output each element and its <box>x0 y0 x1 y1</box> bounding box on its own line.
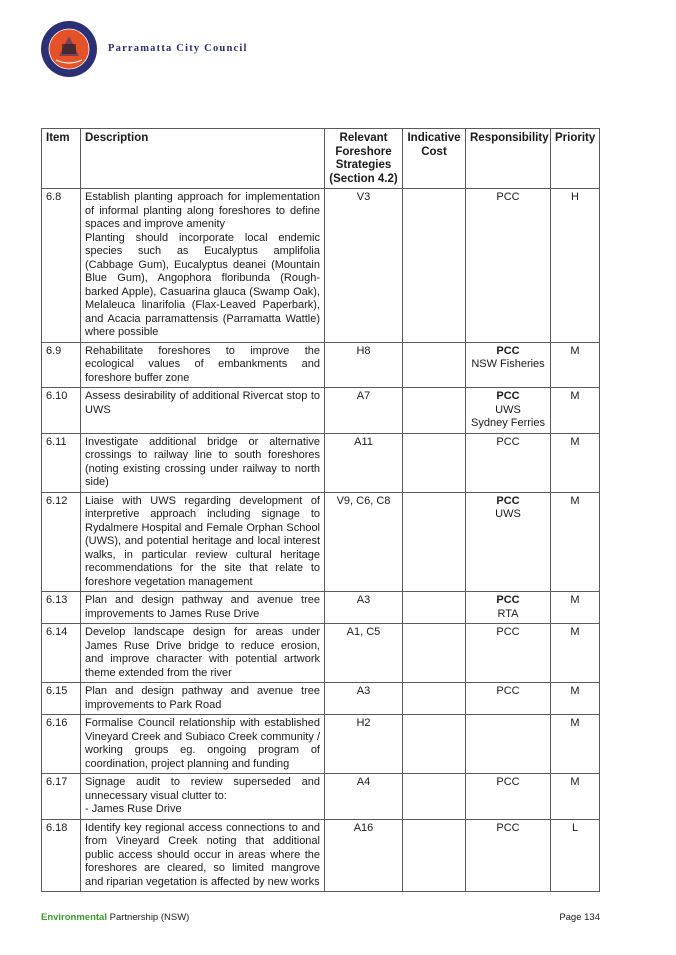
relevant-strategies: V3 <box>325 189 403 343</box>
description-line: Identify key regional access connections to and from Vineyard Creek noting that additional public access should occur in areas where the foreshores are cleared, so limited mangrove and riparian vegetation is affected by new works <box>85 821 320 888</box>
priority: M <box>551 683 600 715</box>
description-line: Liaise with UWS regarding development of interpretive approach including signage to Rydalmere Hospital and Female Orphan School (UWS), and potential heritage and local interest walks, in particular review cultural heritage recommendations for the site that relate to foreshore vegetation management <box>85 494 320 588</box>
description-line: Develop landscape design for areas under James Ruse Drive bridge to reduce erosion, and improve character with potential artwork theme extended from the river <box>85 626 320 679</box>
footer-credit <box>41 912 189 923</box>
responsible-party: PCC <box>496 821 520 834</box>
table-row <box>42 433 600 492</box>
council-seal-logo <box>40 20 98 78</box>
description-line: Rehabilitate foreshores to improve the ecological values of embankments and foreshore buffer zone <box>85 344 320 384</box>
responsibility <box>466 774 551 820</box>
header-indicative-cost: Indicative Cost <box>403 129 466 189</box>
responsible-party: RTA <box>497 607 519 620</box>
relevant-strategies: A11 <box>325 433 403 492</box>
table-row <box>42 683 600 715</box>
page-number: Page 134 <box>559 912 600 923</box>
footer-org: Partnership (NSW) <box>107 912 190 923</box>
item-number: 6.14 <box>42 624 81 683</box>
item-description <box>81 189 325 343</box>
description-line: - James Ruse Drive <box>85 803 182 815</box>
responsible-party: PCC <box>496 626 520 638</box>
relevant-strategies: A4 <box>325 774 403 820</box>
indicative-cost <box>403 342 466 388</box>
footer-brand: Environmental <box>41 912 107 923</box>
header-responsibility: Responsibility <box>466 129 551 189</box>
item-number: 6.16 <box>42 715 81 774</box>
indicative-cost <box>403 715 466 774</box>
priority: M <box>551 624 600 683</box>
description-line: Plan and design pathway and avenue tree improvements to Park Road <box>85 685 320 711</box>
item-number: 6.9 <box>42 342 81 388</box>
responsibility <box>466 433 551 492</box>
lead-agency: PCC <box>496 494 520 507</box>
description-line: Plan and design pathway and avenue tree improvements to James Ruse Drive <box>85 594 320 620</box>
relevant-strategies: H2 <box>325 715 403 774</box>
description-line: Establish planting approach for implementation of informal planting along foreshores to define spaces and improve amenity <box>85 191 320 230</box>
indicative-cost <box>403 819 466 892</box>
indicative-cost <box>403 433 466 492</box>
responsible-party: UWS <box>495 508 521 520</box>
responsibility <box>466 592 551 624</box>
responsibility <box>466 624 551 683</box>
organization-name: Parramatta City Council <box>108 43 248 54</box>
lead-agency: PCC <box>496 594 520 606</box>
responsible-party: PCC <box>496 776 520 788</box>
lead-agency: PCC <box>496 344 520 357</box>
table-row <box>42 819 600 892</box>
actions-table <box>41 128 600 892</box>
relevant-strategies: A1, C5 <box>325 624 403 683</box>
table-row <box>42 342 600 388</box>
responsible-party: UWS <box>495 403 521 416</box>
item-number: 6.12 <box>42 492 81 592</box>
indicative-cost <box>403 492 466 592</box>
item-description <box>81 683 325 715</box>
relevant-strategies: H8 <box>325 342 403 388</box>
item-number: 6.17 <box>42 774 81 820</box>
table-row <box>42 624 600 683</box>
relevant-strategies: A3 <box>325 592 403 624</box>
lead-agency: PCC <box>496 390 520 402</box>
responsibility <box>466 342 551 388</box>
responsible-party: PCC <box>496 191 520 203</box>
table-header-row <box>42 129 600 189</box>
indicative-cost <box>403 388 466 434</box>
responsibility <box>466 683 551 715</box>
description-line: Assess desirability of additional Rivercat stop to UWS <box>85 390 320 416</box>
priority: H <box>551 189 600 343</box>
indicative-cost <box>403 774 466 820</box>
description-line: Investigate additional bridge or alternative crossings to railway line to south foreshores (noting existing crossing under railway to north side) <box>85 435 320 488</box>
item-description <box>81 819 325 892</box>
item-description <box>81 715 325 774</box>
priority: M <box>551 492 600 592</box>
responsibility <box>466 715 551 774</box>
priority: M <box>551 388 600 434</box>
responsible-party: PCC <box>496 685 520 697</box>
header-description: Description <box>81 129 325 189</box>
responsible-party: Sydney Ferries <box>471 417 545 429</box>
page-header <box>40 20 260 82</box>
header-relevant-strategies: Relevant Foreshore Strategies (Section 4.2) <box>325 129 403 189</box>
responsible-party: PCC <box>496 435 520 448</box>
priority: M <box>551 433 600 492</box>
item-number: 6.13 <box>42 592 81 624</box>
item-number: 6.10 <box>42 388 81 434</box>
item-description <box>81 433 325 492</box>
responsibility <box>466 492 551 592</box>
item-description <box>81 592 325 624</box>
indicative-cost <box>403 189 466 343</box>
priority: M <box>551 715 600 774</box>
responsibility <box>466 189 551 343</box>
table-row <box>42 388 600 434</box>
item-description <box>81 342 325 388</box>
table-row <box>42 592 600 624</box>
description-line: Planting should incorporate local endemic species such as Eucalyptus amplifolia (Cabbage Gum), Eucalyptus deanei (Mountain Blue Gum), Angophora floribunda (Rough-barked Apple), Casuarina glauca (Swamp Oak), Melaleuca linarifolia (Flax-Leaved Paperbark), and Acacia parramattensis (Parramatta Wattle) where possible <box>85 231 320 338</box>
responsibility <box>466 819 551 892</box>
priority: M <box>551 342 600 388</box>
priority: L <box>551 819 600 892</box>
item-number: 6.18 <box>42 819 81 892</box>
responsible-party: NSW Fisheries <box>471 358 545 370</box>
relevant-strategies: A3 <box>325 683 403 715</box>
header-item: Item <box>42 129 81 189</box>
description-line: Formalise Council relationship with established Vineyard Creek and Subiaco Creek community / working groups eg. ongoing program of coordination, project planning and funding <box>85 717 320 770</box>
item-number: 6.11 <box>42 433 81 492</box>
table-row <box>42 189 600 343</box>
priority: M <box>551 774 600 820</box>
priority: M <box>551 592 600 624</box>
item-description <box>81 492 325 592</box>
item-number: 6.15 <box>42 683 81 715</box>
table-row <box>42 492 600 592</box>
indicative-cost <box>403 624 466 683</box>
indicative-cost <box>403 592 466 624</box>
relevant-strategies: V9, C6, C8 <box>325 492 403 592</box>
indicative-cost <box>403 683 466 715</box>
item-description <box>81 624 325 683</box>
table-row <box>42 715 600 774</box>
header-priority: Priority <box>551 129 600 189</box>
relevant-strategies: A16 <box>325 819 403 892</box>
table-row <box>42 774 600 820</box>
description-line: Signage audit to review superseded and unnecessary visual clutter to: <box>85 776 320 802</box>
relevant-strategies: A7 <box>325 388 403 434</box>
item-number: 6.8 <box>42 189 81 343</box>
item-description <box>81 388 325 434</box>
responsibility <box>466 388 551 434</box>
item-description <box>81 774 325 820</box>
